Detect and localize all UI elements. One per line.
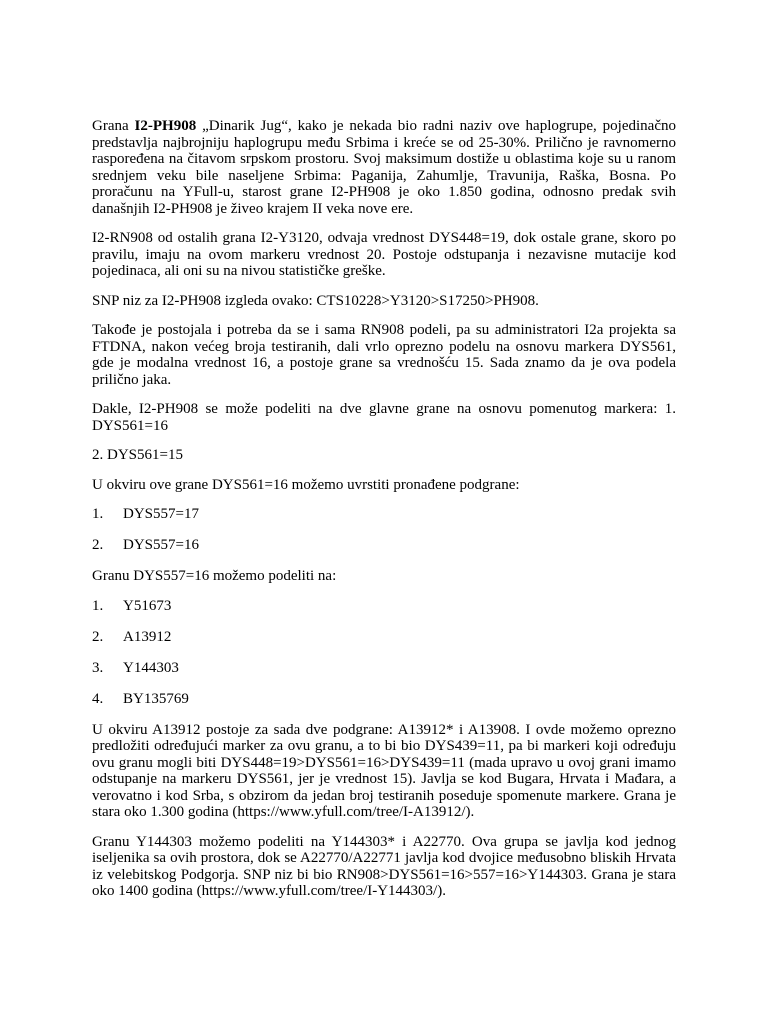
list-item-text: Y51673	[123, 597, 172, 614]
intro-text: „Dinarik Jug“, kako je nekada bio radni naziv ove haplogrupe, pojedinačno predstavlja najbrojniju haplogrupu među Srbima i kreće se od 25-30%. Prilično je ravnomerno raspoređena na čitavom srpskom prostoru. Svoj maksimum dostiže u oblastima koje su u ranom srednjem veku bile naseljene Srbima: Paganija, Zahumlje, Travunija, Raška, Bosna. Po proračunu na YFull-u, starost grane I2-PH908 je oko 1.850 godina, odnosno predak svih današnjih I2-PH908 je živeo krajem II veka nove ere.	[92, 118, 676, 217]
list-item-text: A13912	[123, 628, 172, 645]
list-item	[92, 537, 676, 554]
list-item-text: BY135769	[123, 690, 189, 707]
list-item-number: 2.	[92, 537, 104, 553]
paragraph-subbranches-intro: U okviru ove grane DYS561=16 možemo uvrstiti pronađene podgrane:	[92, 476, 520, 493]
paragraph-dys557-16-intro: Granu DYS557=16 možemo podeliti na:	[92, 568, 337, 584]
list-item-number: 1.	[92, 506, 104, 522]
list-item	[92, 691, 676, 708]
list-item-number: 3.	[92, 659, 104, 676]
document-page	[92, 118, 676, 913]
list-item-text: DYS557=17	[123, 506, 199, 522]
paragraph-intro	[92, 118, 676, 217]
paragraph-dys448: I2-RN908 od ostalih grana I2-Y3120, odvaja vrednost DYS448=19, dok ostale grane, skoro po pravilu, imaju na ovom markeru vrednost 20. Postoje odstupanja i nezavisne mutacije kod pojedinaca, ali oni su na nivou statističke greške.	[92, 230, 676, 279]
paragraph-two-branches: Dakle, I2-PH908 se može podeliti na dve glavne grane na osnovu pomenutog markera: 1. DYS561=16	[92, 401, 676, 434]
list-item	[92, 660, 676, 677]
list-dys557-16-branches	[92, 598, 676, 708]
paragraph-snp-chain: SNP niz za I2-PH908 izgleda ovako: CTS10228>Y3120>S17250>PH908.	[92, 292, 539, 309]
list-item	[92, 629, 676, 646]
list-item	[92, 506, 676, 523]
paragraph-dys561-15: 2. DYS561=15	[92, 447, 183, 463]
list-item	[92, 598, 676, 615]
list-item-text: Y144303	[123, 659, 179, 676]
list-item-number: 4.	[92, 690, 104, 707]
paragraph-ftdna-division: Takođe je postojala i potreba da se i sama RN908 podeli, pa su administratori I2a projekta sa FTDNA, nakon većeg broja testiranih, dali vrlo oprezno podelu na osnovu markera DYS561, gde je modalna vrednost 16, a postoje grane sa vrednošću 15. Sada znamo da je ova podela prilično jaka.	[92, 322, 676, 388]
list-item-text: DYS557=16	[123, 537, 199, 553]
branch-name-bold: I2-PH908	[134, 118, 197, 134]
paragraph-a13912: U okviru A13912 postoje za sada dve podgrane: A13912* i A13908. I ovde možemo oprezno predložiti određujući marker za ovu granu, a to bi bio DYS439=11, pa bi markeri koji određuju ovu granu mogli biti DYS448=19>DYS561=16>DYS439=11 (mada upravo u ovoj grani imamo odstupanje na markeru DYS561, jer je vrednost 15). Javlja se kod Bugara, Hrvata i Mađara, a verovatno i kod Srba, s obzirom da jedan broj testiranih poseduje spomenute markere. Grana je stara oko 1.300 godina (https://www.yfull.com/tree/I-A13912/).	[92, 721, 676, 820]
list-item-number: 1.	[92, 597, 104, 614]
paragraph-y144303: Granu Y144303 možemo podeliti na Y144303* i A22770. Ova grupa se javlja kod jednog iseljenika sa ovih prostora, dok se A22770/A22771 javlja kod dvojice međusobno bliskih Hrvata iz velebitskog Podgorja. SNP niz bi bio RN908>DYS561=16>557=16>Y144303. Grana je stara oko 1400 godina (https://www.yfull.com/tree/I-Y144303/).	[92, 833, 676, 899]
list-item-number: 2.	[92, 628, 104, 645]
intro-lead: Grana	[92, 118, 135, 134]
list-dys557	[92, 506, 676, 554]
